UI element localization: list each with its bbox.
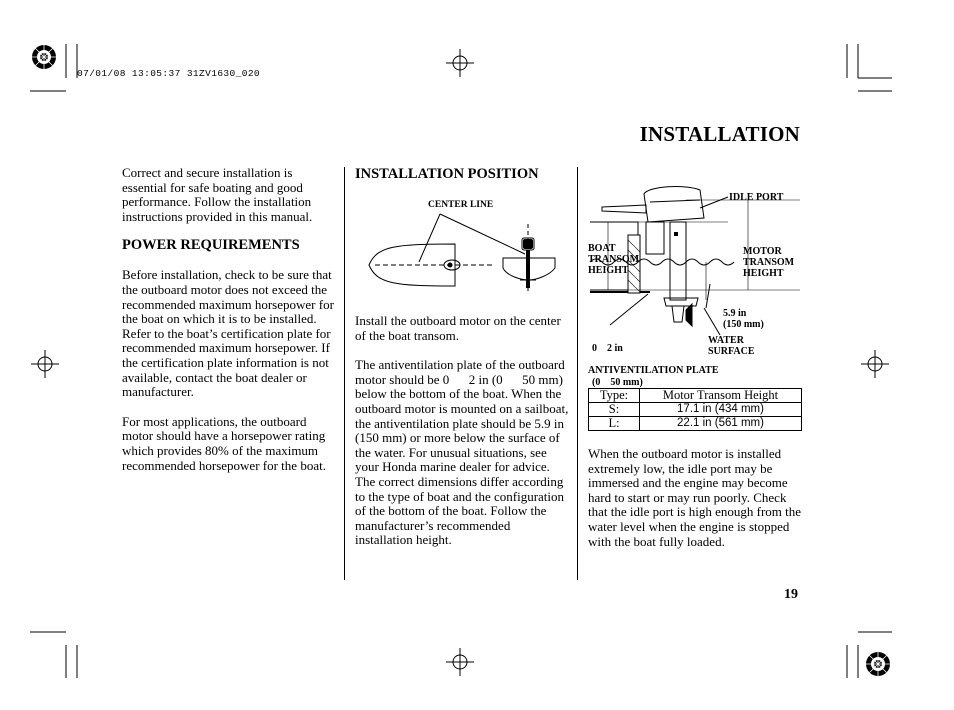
- starburst-mark-top-left: [31, 44, 57, 70]
- idle-port-label: IDLE PORT: [729, 192, 784, 203]
- motor-transom-height-label: [743, 246, 794, 280]
- dimension-large-label: [723, 308, 764, 330]
- boat-transom-height-label: [588, 243, 639, 277]
- water-surface-line-1: WATER: [708, 335, 744, 346]
- registration-target-bottom: [446, 648, 474, 676]
- table-header-type: Type:: [589, 389, 640, 403]
- installation-position-heading: INSTALLATION POSITION: [355, 166, 539, 182]
- starburst-mark-bottom-right: [865, 651, 891, 677]
- motor-label-line-2: TRANSOM: [743, 257, 795, 269]
- boat-label-line-3: HEIGHT: [588, 265, 629, 277]
- idle-port-note: When the outboard motor is installed extremely low, the idle port may be immersed and the engine may become hard to start or may run poorly. Check that the idle port is high enough from the water level when the engine is stopped with the boat fully loaded.: [588, 446, 802, 549]
- table-cell-height: 22.1 in (561 mm): [640, 417, 802, 431]
- table-row: [589, 403, 802, 417]
- water-surface-label: [708, 335, 754, 357]
- dimension-small-line-2: (0 50 mm): [592, 377, 643, 389]
- page-number: 19: [784, 587, 798, 602]
- motor-label-line-1: MOTOR: [743, 246, 782, 257]
- registration-target-right: [861, 350, 889, 378]
- dimension-large-line-2: (150 mm): [723, 319, 764, 331]
- dimension-small-line-1: 0 2 in: [592, 343, 623, 355]
- registration-target-top: [446, 49, 474, 77]
- table-header-height: Motor Transom Height: [640, 389, 802, 403]
- print-stamp: 07/01/08 13:05:37 31ZV1630_020: [77, 68, 261, 79]
- boat-label-line-1: BOAT: [588, 243, 616, 254]
- installation-position-paragraph-1: Install the outboard motor on the center of the boat transom.: [355, 313, 561, 343]
- power-requirements-paragraph-1: Before installation, check to be sure that the outboard motor does not exceed the recommended maximum horsepower for the boat on which it is to be installed. Refer to the boat’s certification plate for recommended maximum horsepower. If the certification plate information is not available, contact the boat dealer or manufacturer.: [122, 267, 334, 400]
- table-cell-height: 17.1 in (434 mm): [640, 403, 802, 417]
- column-middle-text: [355, 313, 572, 548]
- power-requirements-paragraph-2: For most applications, the outboard motor should have a horsepower rating which provides 80% of the maximum recommended horsepower for the boat.: [122, 413, 326, 473]
- column-divider-left: [344, 167, 345, 580]
- column-divider-right: [577, 167, 578, 580]
- table-cell-type: S:: [589, 403, 640, 417]
- transom-height-table: [588, 388, 802, 431]
- installation-position-paragraph-2: The antiventilation plate of the outboard motor should be 0 2 in (0 50 mm) below the bottom of the boat. When the outboard motor is mounted on a sailboat, the antiventilation plate should be 5.9 in (150 mm) or more below the surface of the water. For unusual situations, see your Honda marine dealer for advice.: [355, 357, 572, 475]
- power-requirements-heading: POWER REQUIREMENTS: [122, 237, 300, 254]
- page-title: INSTALLATION: [639, 122, 800, 146]
- antiventilation-plate-label: ANTIVENTILATION PLATE: [588, 365, 719, 376]
- table-row: [589, 417, 802, 431]
- table-cell-type: L:: [589, 417, 640, 431]
- motor-label-line-3: HEIGHT: [743, 268, 784, 280]
- center-line-diagram: [355, 210, 570, 300]
- boat-label-line-2: TRANSOM: [588, 254, 640, 266]
- center-line-label: CENTER LINE: [428, 200, 494, 210]
- registration-target-left: [31, 350, 59, 378]
- dimension-large-line-1: 5.9 in: [723, 308, 747, 319]
- column-left: [122, 166, 334, 473]
- table-header-row: [589, 389, 802, 403]
- water-surface-line-2: SURFACE: [708, 346, 755, 358]
- intro-paragraph: Correct and secure installation is essential for safe boating and good performance. Follow the installation instructions provided in this manual.: [122, 165, 313, 224]
- installation-position-paragraph-3: The correct dimensions differ according to the type of boat and the configuration of the bottom of the boat. Follow the manufacturer’s recommended installation height.: [355, 473, 565, 548]
